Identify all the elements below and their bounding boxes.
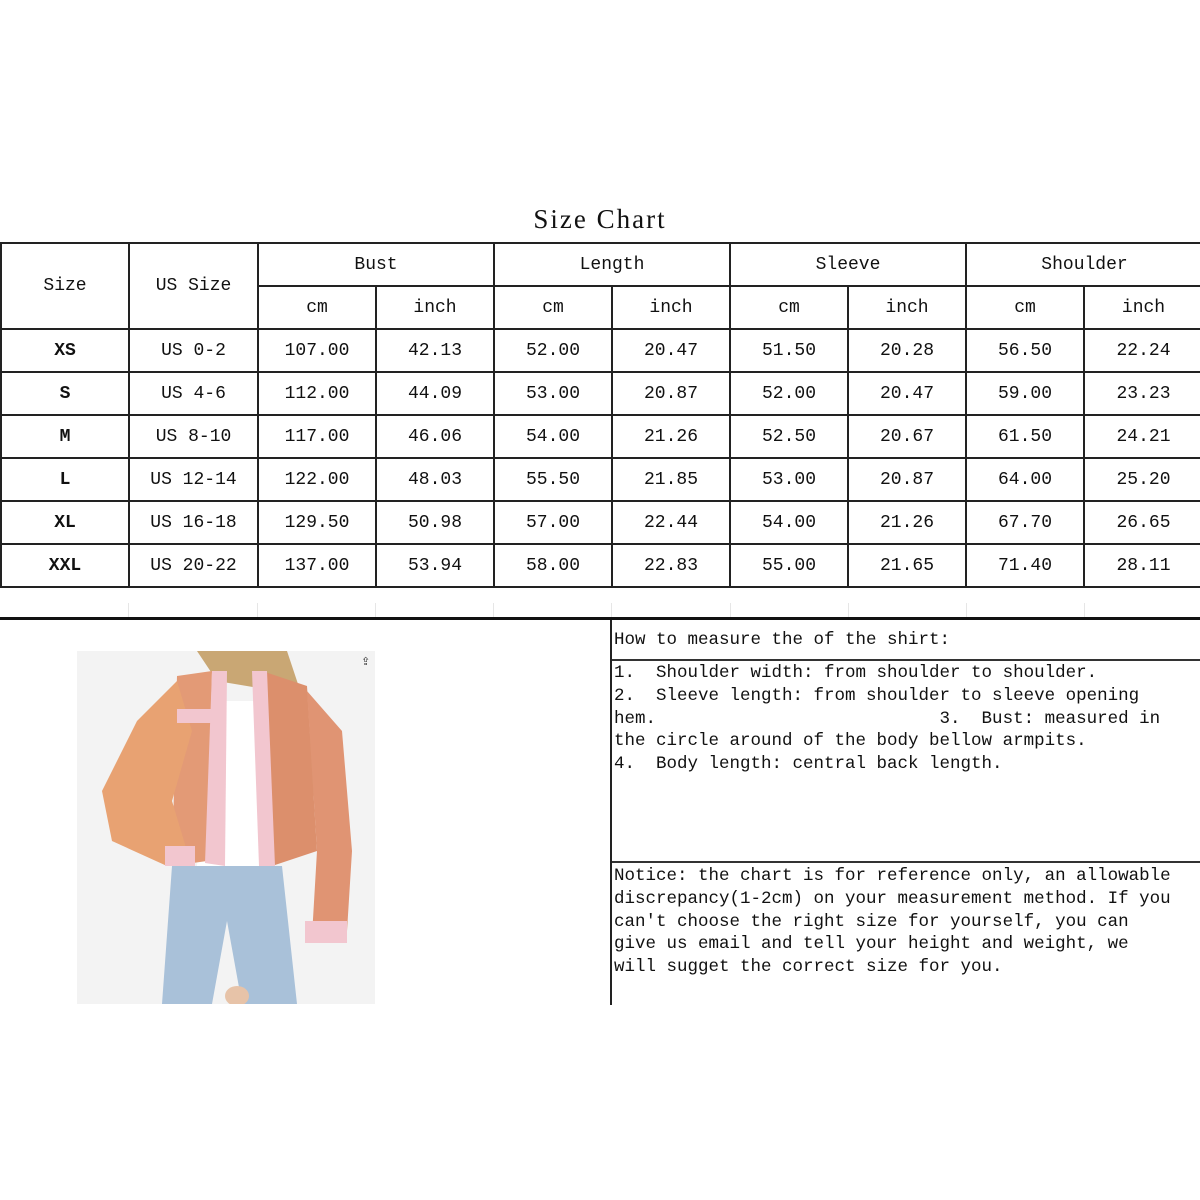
measurement-cell: 53.00 [730,458,848,501]
unit-shoulder-cm: cm [966,286,1084,329]
measure-line: 2. Sleeve length: from shoulder to sleeve opening [614,685,1140,706]
measurement-cell: 20.47 [612,329,730,372]
measurement-cell: 42.13 [376,329,494,372]
notice-divider [612,861,1200,863]
measure-line: the circle around of the body bellow armpits. [614,731,1087,752]
us-size-cell: US 12-14 [129,458,258,501]
measurement-cell: 20.67 [848,415,966,458]
measurement-cell: 26.65 [1084,501,1200,544]
measurement-cell: 54.00 [494,415,612,458]
measurement-cell: 56.50 [966,329,1084,372]
section-divider [0,617,1200,620]
measure-instructions [614,662,1200,776]
unit-shoulder-inch: inch [1084,286,1200,329]
share-icon: ⇪ [361,655,371,668]
measurement-cell: 53.94 [376,544,494,587]
unit-sleeve-cm: cm [730,286,848,329]
measurement-cell: 51.50 [730,329,848,372]
unit-length-inch: inch [612,286,730,329]
unit-bust-inch: inch [376,286,494,329]
measurement-cell: 122.00 [258,458,376,501]
notice-line: Notice: the chart is for reference only, an allowable [614,866,1171,886]
measurement-cell: 52.00 [494,329,612,372]
table-row [1,458,1200,501]
notice-text [614,865,1200,979]
measurement-cell: 20.28 [848,329,966,372]
measurement-cell: 55.00 [730,544,848,587]
unit-sleeve-inch: inch [848,286,966,329]
measurement-cell: 22.44 [612,501,730,544]
measure-line: 1. Shoulder width: from shoulder to shoulder. [614,663,1098,683]
notice-line: can't choose the right size for yourself, you can [614,911,1129,932]
measurement-cell: 112.00 [258,372,376,415]
size-cell: XS [1,329,129,372]
size-cell: XXL [1,544,129,587]
measurement-cell: 22.83 [612,544,730,587]
notice-line: discrepancy(1-2cm) on your measurement method. If you [614,888,1171,909]
table-row [1,544,1200,587]
measure-line: hem. 3. Bust: measured in [614,708,1161,729]
us-size-cell: US 16-18 [129,501,258,544]
size-cell: S [1,372,129,415]
heading-underline [612,659,1200,661]
measurement-cell: 28.11 [1084,544,1200,587]
measurement-cell: 23.23 [1084,372,1200,415]
measurement-cell: 21.26 [612,415,730,458]
us-size-cell: US 0-2 [129,329,258,372]
measurement-cell: 50.98 [376,501,494,544]
measurement-cell: 25.20 [1084,458,1200,501]
table-row [1,501,1200,544]
measurement-cell: 21.26 [848,501,966,544]
measure-heading: How to measure the of the shirt: [614,630,951,650]
measurement-cell: 59.00 [966,372,1084,415]
measurement-cell: 24.21 [1084,415,1200,458]
measurement-cell: 67.70 [966,501,1084,544]
table-row [1,415,1200,458]
table-row [1,329,1200,372]
measurement-cell: 58.00 [494,544,612,587]
jacket-model-illustration [77,651,375,1004]
us-size-cell: US 8-10 [129,415,258,458]
us-size-cell: US 4-6 [129,372,258,415]
measurement-cell: 61.50 [966,415,1084,458]
size-cell: M [1,415,129,458]
measurement-cell: 20.47 [848,372,966,415]
measurement-cell: 55.50 [494,458,612,501]
measurement-cell: 107.00 [258,329,376,372]
header-shoulder: Shoulder [966,243,1200,286]
measurement-cell: 52.50 [730,415,848,458]
unit-bust-cm: cm [258,286,376,329]
measurement-cell: 64.00 [966,458,1084,501]
measurement-cell: 20.87 [612,372,730,415]
size-cell: XL [1,501,129,544]
header-size: Size [1,243,129,329]
notice-line: give us email and tell your height and weight, we [614,934,1129,955]
panel-divider [610,620,612,1005]
measurement-cell: 48.03 [376,458,494,501]
measure-line: 4. Body length: central back length. [614,754,1003,775]
measurement-cell: 21.65 [848,544,966,587]
page-title: Size Chart [533,204,667,234]
measurement-cell: 46.06 [376,415,494,458]
measurement-cell: 117.00 [258,415,376,458]
notice-line: will sugget the correct size for you. [614,957,1003,978]
product-photo [77,651,375,1004]
size-cell: L [1,458,129,501]
measurement-cell: 22.24 [1084,329,1200,372]
measurement-cell: 44.09 [376,372,494,415]
table-spacer-row [0,603,1200,617]
unit-length-cm: cm [494,286,612,329]
header-length: Length [494,243,730,286]
measurement-cell: 137.00 [258,544,376,587]
header-us-size: US Size [129,243,258,329]
measurement-cell: 71.40 [966,544,1084,587]
measurement-cell: 21.85 [612,458,730,501]
header-row-groups [1,243,1200,286]
header-sleeve: Sleeve [730,243,966,286]
size-chart-table [0,242,1200,588]
measurement-cell: 57.00 [494,501,612,544]
us-size-cell: US 20-22 [129,544,258,587]
header-bust: Bust [258,243,494,286]
measurement-cell: 53.00 [494,372,612,415]
measurement-cell: 129.50 [258,501,376,544]
measurement-cell: 20.87 [848,458,966,501]
measurement-cell: 54.00 [730,501,848,544]
table-row [1,372,1200,415]
measurement-cell: 52.00 [730,372,848,415]
